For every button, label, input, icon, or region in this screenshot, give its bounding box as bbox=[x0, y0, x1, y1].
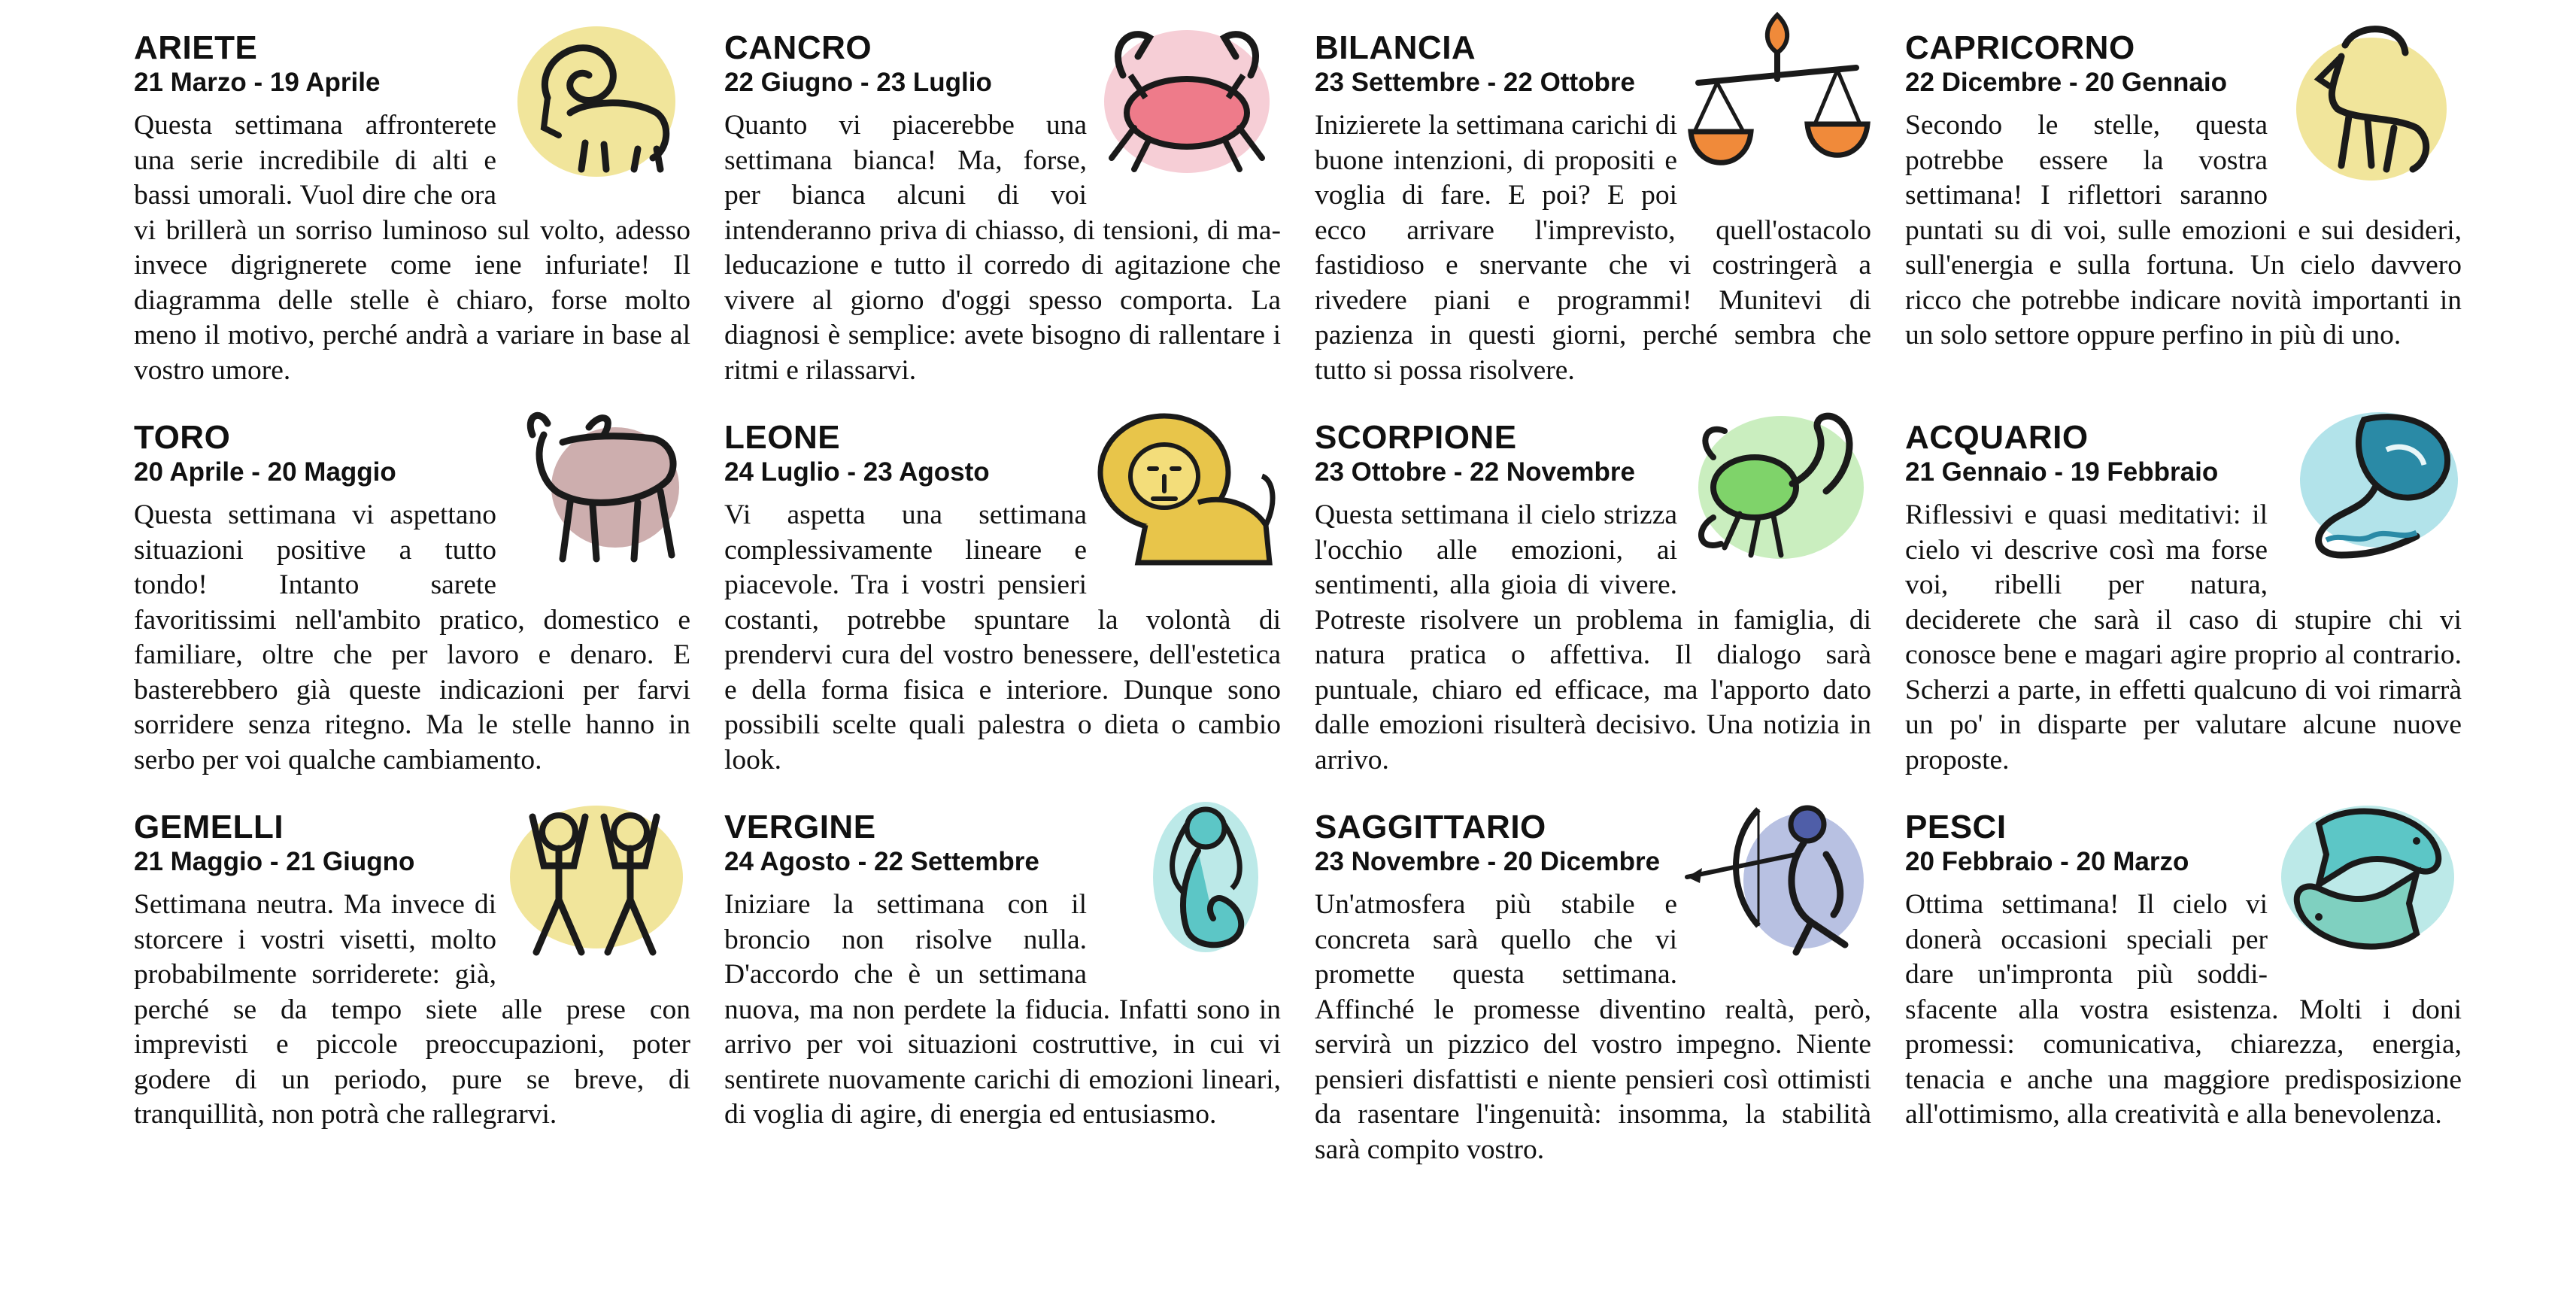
capricorn-goat-icon bbox=[2274, 15, 2462, 184]
sign-dates: 22 Dicembre - 20 Gennaio bbox=[1905, 68, 2227, 97]
sign-entry-scorpione bbox=[1315, 420, 1871, 796]
sign-name: ACQUARIO bbox=[1905, 419, 2089, 456]
sign-dates: 21 Marzo - 19 Aprile bbox=[134, 68, 381, 97]
sign-entry-vergine bbox=[724, 809, 1281, 1185]
sign-entry-bilancia bbox=[1315, 30, 1871, 406]
pisces-fish-icon bbox=[2274, 794, 2462, 964]
sign-forecast: Questa settimana vi aspettano situazioni positive a tutto tondo! Intanto sarete favoritissimi nell'ambito pratico, domestico e familiare, oltre che per lavoro e denaro. E basterebbero già queste indicazioni per farvi sorridere senza ritegno. Ma le stelle hanno in serbo per voi qualche cambiamento. bbox=[134, 499, 690, 775]
sign-name: SCORPIONE bbox=[1315, 419, 1517, 456]
sign-name: ARIETE bbox=[134, 29, 258, 66]
sign-forecast: Iniziare la settimana con il broncio non risolve nulla. D'accordo che è un settimana nuova, ma non perdete la fiducia. Infatti sono in arrivo per voi situazioni costruttive, in cui vi sentirete nuovamente carichi di emozioni lineari, di voglia di agire, di energia ed entusiasmo. bbox=[724, 889, 1281, 1130]
sign-forecast: Inizierete la settimana carichi di buone intenzioni, di propositi e voglia di fare. E poi? E poi ecco arrivare l'imprevisto, quell'ostacolo fastidioso e snervante che vi costringerà a rivedere piani e programmi! Munitevi di pazienza in questi giorni, perché sembra che tutto si possa risolvere. bbox=[1315, 110, 1871, 386]
virgo-maiden-icon bbox=[1093, 794, 1281, 964]
sign-name: PESCI bbox=[1905, 809, 2007, 845]
libra-scales-icon bbox=[1683, 11, 1871, 181]
sign-forecast: Vi aspetta una settimana complessivamente lineare e piacevole. Tra i vostri pensieri costanti, potrebbe spuntare la volontà di prendervi cura del vostro benessere, dell'estetica e della forma fisica e interiore. Dunque sono possibili scelte quali palestra o dieta o cambio look. bbox=[724, 499, 1281, 775]
aries-ram-icon bbox=[502, 15, 690, 184]
sign-forecast: Quanto vi piacerebbe una settimana bianca! Ma, forse, per bianca alcuni di voi intenderanno priva di chiasso, di tensioni, di maleducazione e tutto il corredo di agitazione che vivere al giorno d'oggi spesso comporta. La diagnosi è semplice: avete bisogno di rallentare i ritmi e rilassarvi. bbox=[724, 110, 1281, 386]
sign-name: GEMELLI bbox=[134, 809, 284, 845]
sign-dates: 23 Ottobre - 22 Novembre bbox=[1315, 457, 1635, 487]
sign-forecast: Settimana neutra. Ma invece di storcere i vostri visetti, molto probabilmente sorriderete: già, perché se da tempo siete alle prese con imprevisti e piccole preoccupazioni, poter godere di un periodo, pure se breve, di tranquillità, non potrà che rallegrarvi. bbox=[134, 889, 690, 1130]
sign-dates: 20 Febbraio - 20 Marzo bbox=[1905, 847, 2189, 876]
sign-name: CANCRO bbox=[724, 29, 872, 66]
leo-lion-icon bbox=[1093, 405, 1281, 574]
sign-dates: 24 Agosto - 22 Settembre bbox=[724, 847, 1039, 876]
sign-name: VERGINE bbox=[724, 809, 876, 845]
sign-dates: 21 Gennaio - 19 Febbraio bbox=[1905, 457, 2219, 487]
sign-name: TORO bbox=[134, 419, 231, 456]
sign-entry-toro bbox=[134, 420, 690, 796]
cancer-crab-icon bbox=[1093, 15, 1281, 184]
sign-dates: 21 Maggio - 21 Giugno bbox=[134, 847, 415, 876]
sign-dates: 20 Aprile - 20 Maggio bbox=[134, 457, 396, 487]
sign-entry-ariete bbox=[134, 30, 690, 406]
sign-forecast: Questa settimana affronterete una serie incredibile di alti e bassi umorali. Vuol dire che ora vi brillerà un sorriso luminoso sul volto, adesso invece digrignerete come iene infuriate! Il diagramma delle stelle è chiaro, forse molto meno il motivo, perché andrà a variare in base al vostro umore. bbox=[134, 110, 690, 386]
sign-forecast: Ottima settimana! Il cielo vi donerà occasioni speciali per dare un'impronta più soddisfacente alla vostra esistenza. Molti i doni promessi: comunicativa, chiarezza, energia, tenacia e anche una maggiore predisposizione all'ottimismo, alla creatività e alla benevolenza. bbox=[1905, 889, 2462, 1130]
sign-entry-pesci bbox=[1905, 809, 2462, 1185]
sign-forecast: Un'atmosfera più stabile e concreta sarà quello che vi promette questa settimana. Affinché le promesse diventino realtà, però, servirà un pizzico del vostro impegno. Niente pensieri disfattisti e niente pensieri così ottimisti da rasentare l'ingenuità: insomma, la stabilità sarà compito vostro. bbox=[1315, 889, 1871, 1165]
sign-entry-acquario bbox=[1905, 420, 2462, 796]
sign-entry-leone bbox=[724, 420, 1281, 796]
sign-name: BILANCIA bbox=[1315, 29, 1476, 66]
horoscope-grid bbox=[134, 30, 2465, 1181]
sign-dates: 24 Luglio - 23 Agosto bbox=[724, 457, 990, 487]
sign-name: SAGGITTARIO bbox=[1315, 809, 1546, 845]
sign-forecast: Questa settimana il cielo strizza l'occhio alle emozioni, ai sentimenti, alla gioia di vivere. Potreste risolvere un problema in famiglia, di natura pratica o affettiva. Il dialogo sarà puntuale, chiaro ed efficace, ma l'apporto dato dalle emozioni risulterà decisivo. Una notizia in arrivo. bbox=[1315, 499, 1871, 775]
sign-entry-saggittario bbox=[1315, 809, 1871, 1185]
sign-entry-gemelli bbox=[134, 809, 690, 1185]
sign-entry-capricorno bbox=[1905, 30, 2462, 406]
sign-entry-cancro bbox=[724, 30, 1281, 406]
sign-dates: 22 Giugno - 23 Luglio bbox=[724, 68, 992, 97]
sign-forecast: Riflessivi e quasi meditativi: il cielo vi descrive così ma forse voi, ribelli per natura, deciderete che sarà il caso di stupire chi vi conosce bene e magari agire proprio al contrario. Scherzi a parte, in effetti qualcuno di voi rimarrà un po' in disparte per valutare alcune nuove proposte. bbox=[1905, 499, 2462, 775]
sign-dates: 23 Novembre - 20 Dicembre bbox=[1315, 847, 1661, 876]
taurus-bull-icon bbox=[502, 405, 690, 574]
sign-dates: 23 Settembre - 22 Ottobre bbox=[1315, 68, 1635, 97]
scorpio-scorpion-icon bbox=[1683, 405, 1871, 574]
gemini-twins-icon bbox=[502, 794, 690, 964]
sagittarius-archer-icon bbox=[1683, 794, 1871, 964]
sign-name: CAPRICORNO bbox=[1905, 29, 2135, 66]
aquarius-water-jar-icon bbox=[2274, 405, 2462, 574]
sign-name: LEONE bbox=[724, 419, 841, 456]
sign-forecast: Secondo le stelle, questa potrebbe essere la vostra settimana! I riflettori saranno puntati su di voi, sulle emozioni e sui desideri, sull'energia e sulla fortuna. Un cielo davvero ricco che potrebbe indicare novità importanti in un solo settore oppure perfino in più di uno. bbox=[1905, 110, 2462, 351]
